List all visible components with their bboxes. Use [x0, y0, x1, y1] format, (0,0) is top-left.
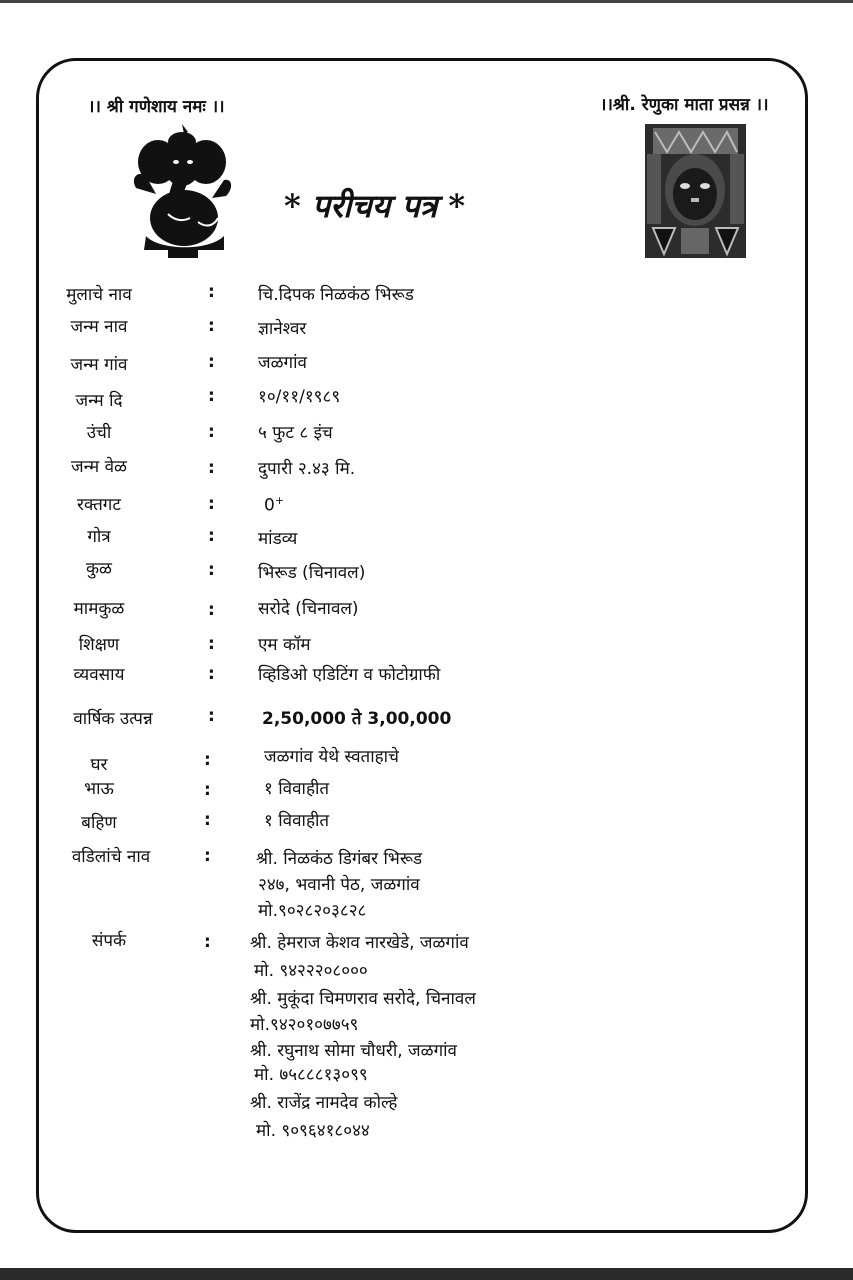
contact-2-phone: मो.९४२०१०७७५९ — [250, 1015, 359, 1035]
colon: : — [208, 458, 215, 478]
colon: : — [208, 494, 215, 514]
colon: : — [204, 780, 211, 800]
value-education: एम कॉम — [258, 635, 311, 655]
ganesh-icon — [128, 118, 236, 260]
blood-group-type: 0 — [264, 495, 275, 516]
label-groom-name: मुलाचे नाव — [66, 285, 132, 305]
colon: : — [208, 282, 215, 302]
value-groom-name: चि.दिपक निळकंठ भिरूड — [258, 285, 414, 305]
label-house: घर — [90, 755, 108, 775]
colon: : — [208, 386, 215, 406]
value-sister: १ विवाहीत — [264, 811, 330, 831]
value-house: जळगांव येथे स्वताहाचे — [264, 747, 399, 767]
father-phone: मो.९०२८२०३८२८ — [258, 901, 367, 921]
label-father-name: वडिलांचे नाव — [71, 847, 151, 867]
value-annual-income: 2,50,000 ते 3,00,000 — [262, 709, 452, 729]
colon: : — [208, 422, 215, 442]
value-birth-date: १०/११/१९८९ — [258, 387, 341, 407]
value-occupation: व्हिडिओ एडिटिंग व फोटोग्राफी — [258, 665, 441, 685]
label-brother: भाऊ — [84, 779, 114, 799]
label-occupation: व्यवसाय — [73, 665, 125, 685]
colon: : — [208, 600, 215, 620]
value-gotra: मांडव्य — [258, 529, 298, 549]
colon: : — [208, 634, 215, 654]
colon: : — [208, 560, 215, 580]
label-contact: संपर्क — [91, 931, 127, 951]
contact-4-name: श्री. राजेंद्र नामदेव कोल्हे — [250, 1093, 398, 1113]
label-birth-name: जन्म नाव — [70, 317, 128, 337]
contact-1-name: श्री. हेमराज केशव नारखेडे, जळगांव — [250, 933, 469, 953]
father-address: २४७, भवानी पेठ, जळगांव — [258, 875, 420, 895]
bottom-edge-bar — [0, 1268, 853, 1280]
value-birth-name: ज्ञानेश्वर — [258, 319, 307, 339]
label-education: शिक्षण — [78, 635, 120, 655]
colon: : — [208, 352, 215, 372]
label-annual-income: वार्षिक उत्पन्न — [73, 709, 153, 729]
renuka-mata-photo — [645, 124, 746, 258]
right-invocation: ।।श्री. रेणुका माता प्रसन्न ।। — [600, 95, 769, 115]
value-birth-time: दुपारी २.४३ मि. — [258, 459, 356, 479]
label-gotra: गोत्र — [87, 527, 111, 547]
value-brother: १ विवाहीत — [264, 779, 330, 799]
label-sister: बहिण — [81, 813, 117, 833]
label-blood-group: रक्तगट — [77, 495, 121, 515]
label-birth-time: जन्म वेळ — [71, 457, 127, 477]
colon: : — [204, 810, 211, 830]
value-mamkul: सरोदे (चिनावल) — [258, 599, 359, 619]
label-mamkul: मामकुळ — [73, 599, 125, 619]
value-height: ५ फुट ८ इंच — [258, 423, 333, 443]
colon: : — [208, 526, 215, 546]
father-name: श्री. निळकंठ डिगंबर भिरूड — [256, 849, 423, 869]
contact-1-phone: मो. ९४२२२०८००० — [254, 961, 368, 981]
contact-3-name: श्री. रघुनाथ सोमा चौधरी, जळगांव — [250, 1041, 457, 1061]
label-kul: कुळ — [86, 559, 112, 579]
colon: : — [208, 316, 215, 336]
colon: : — [204, 932, 211, 952]
colon: : — [208, 664, 215, 684]
colon: : — [204, 846, 211, 866]
label-height: उंची — [86, 423, 112, 443]
value-kul: भिरूड (चिनावल) — [258, 563, 366, 583]
page-title: * परीचय पत्र * — [284, 187, 466, 225]
value-blood-group — [264, 494, 284, 516]
left-invocation: ।। श्री गणेशाय नमः ।। — [88, 97, 225, 117]
top-edge-line — [0, 0, 853, 3]
colon: : — [204, 750, 211, 770]
label-birth-date: जन्म दि — [75, 391, 123, 411]
colon: : — [208, 706, 215, 726]
blood-group-rh: + — [274, 494, 285, 507]
contact-4-phone: मो. ९०९६४१८०४४ — [256, 1121, 370, 1141]
value-birth-place: जळगांव — [258, 353, 307, 373]
contact-2-name: श्री. मुकूंदा चिमणराव सरोदे, चिनावल — [250, 989, 476, 1009]
label-birth-place: जन्म गांव — [70, 355, 128, 375]
contact-3-phone: मो. ७५८८८१३०९९ — [254, 1065, 368, 1085]
